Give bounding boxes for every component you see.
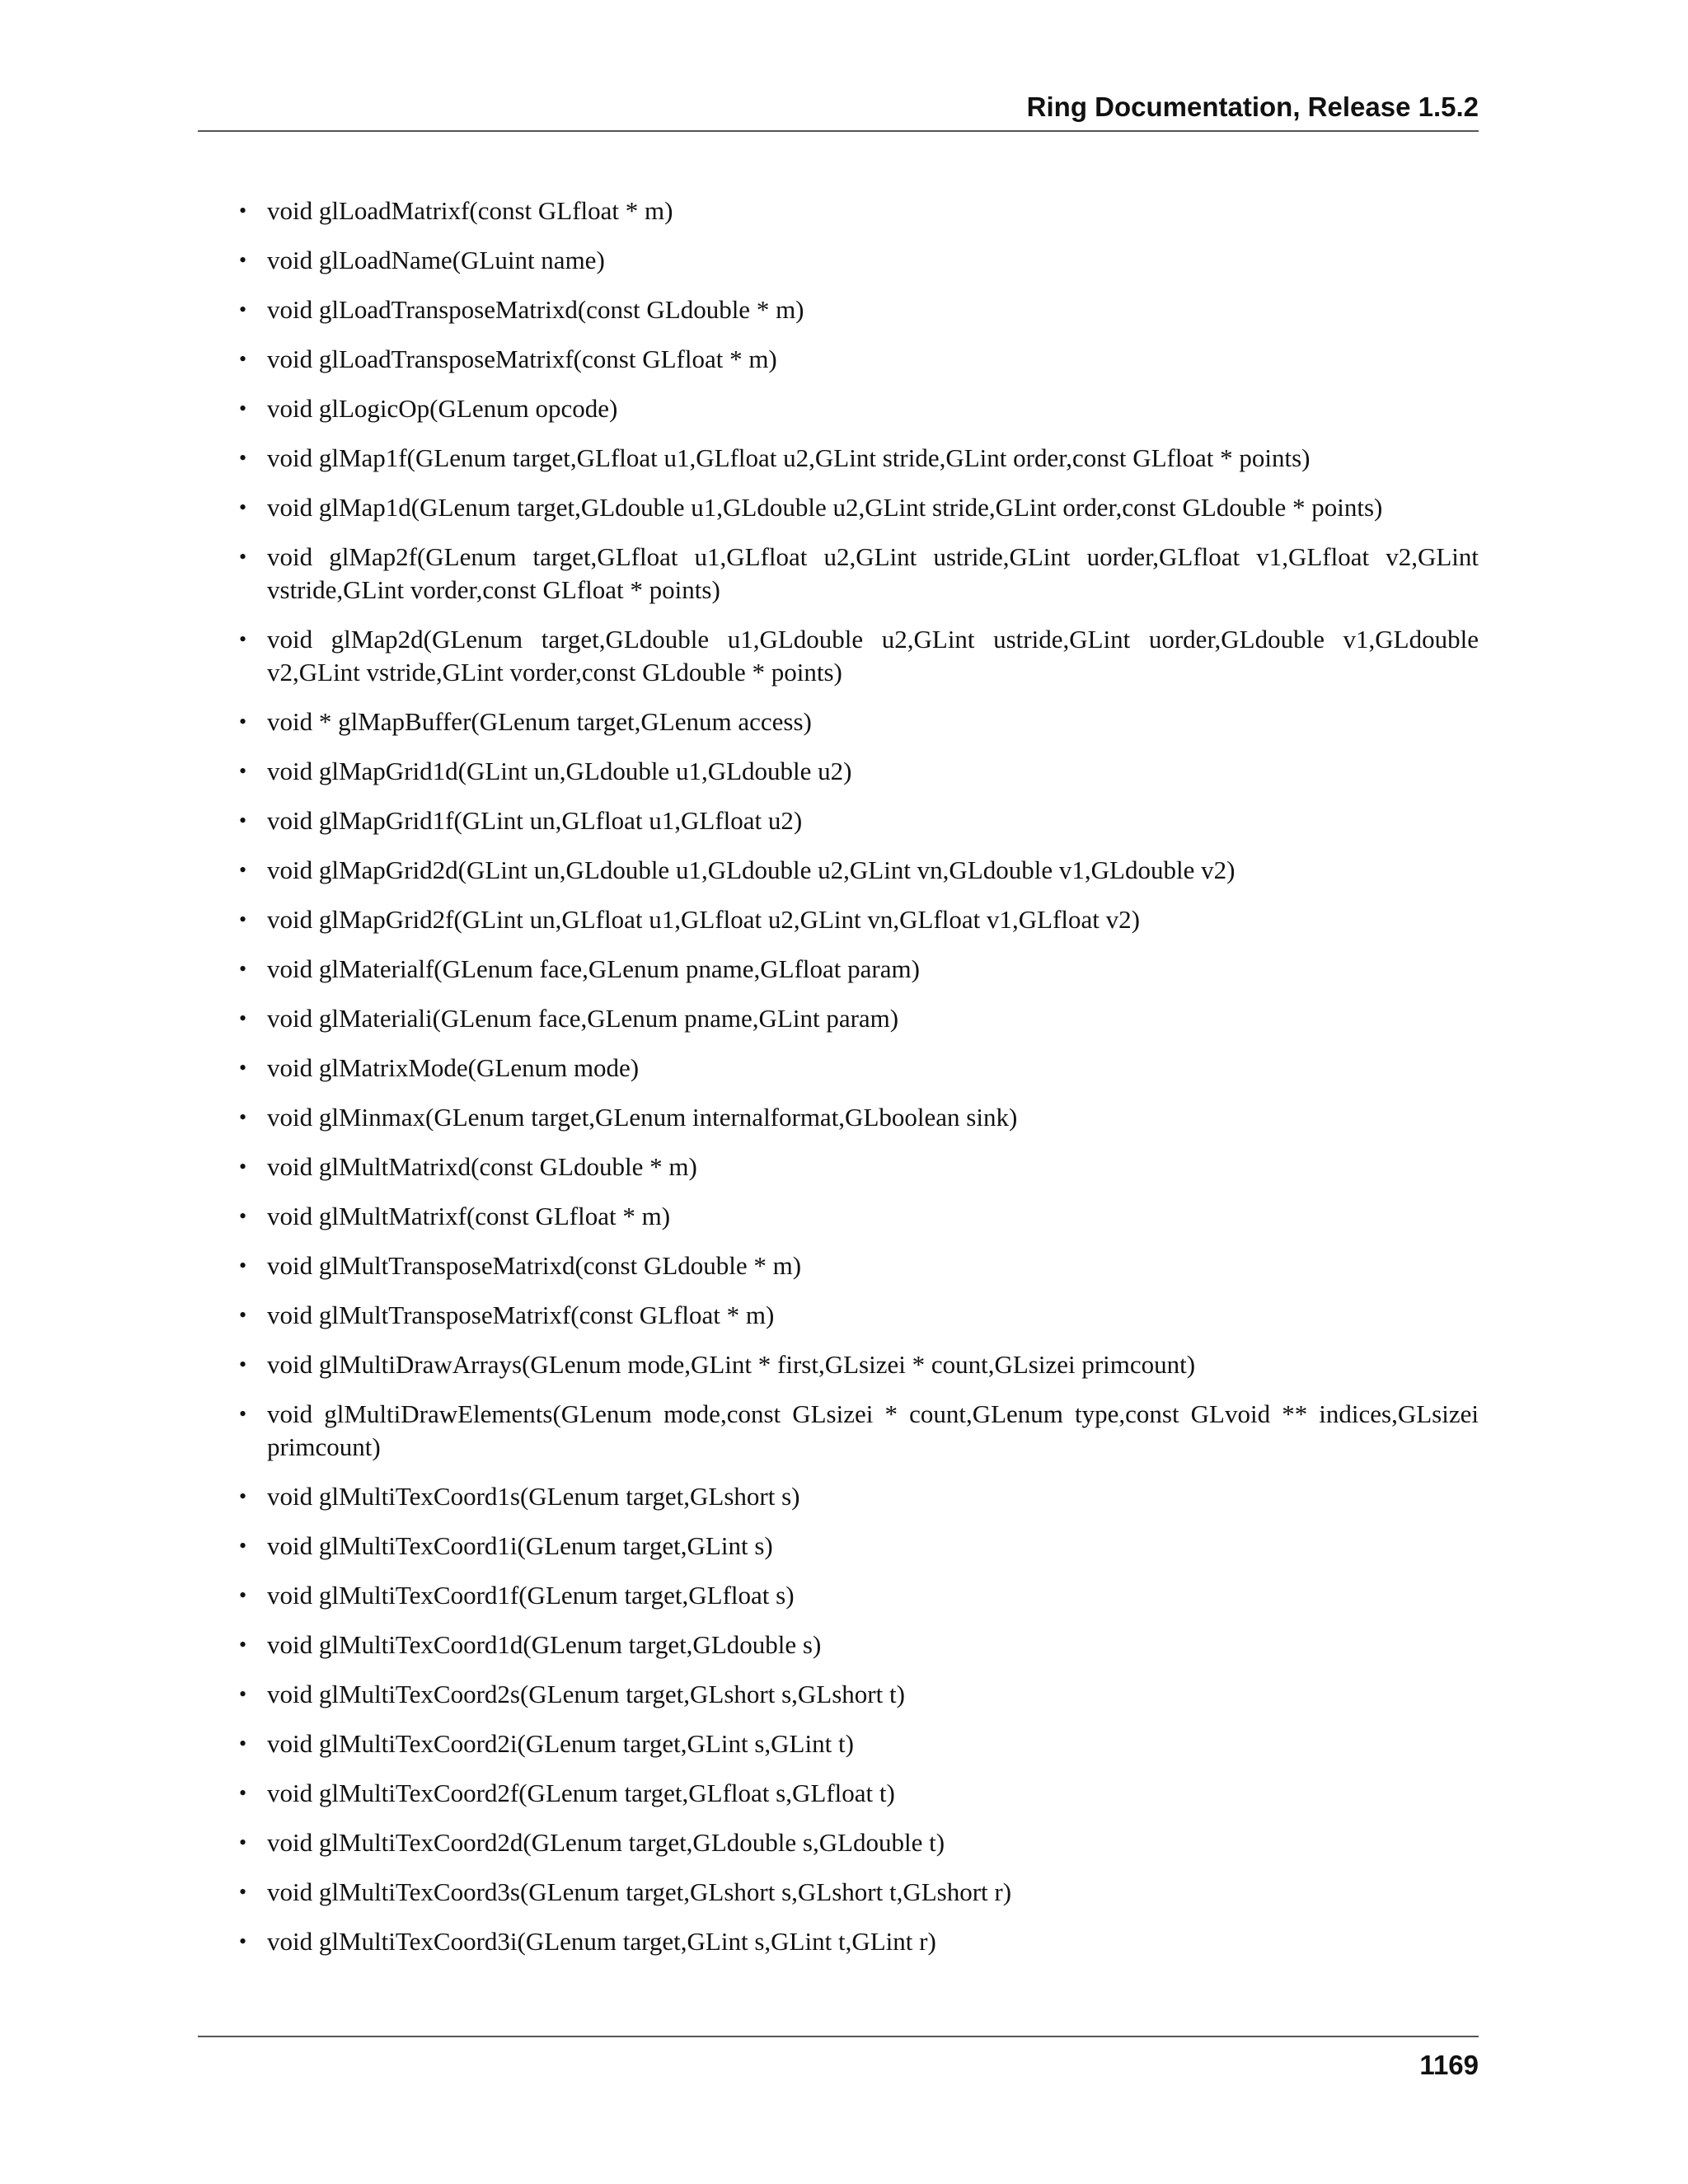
bullet-icon: • <box>239 1583 247 1607</box>
bullet-icon: • <box>239 495 247 519</box>
list-item <box>239 1480 1479 1513</box>
function-signature: void glMateriali(GLenum face,GLenum pname,GLint param) <box>267 1004 899 1033</box>
list-item <box>239 953 1479 986</box>
function-signature: void glMap2d(GLenum target,GLdouble u1,GLdouble u2,GLint ustride,GLint uorder,GLdouble v1,GLdouble v2,GLint vstride,GLint vorder,const GLdouble * points) <box>267 625 1479 687</box>
list-item <box>239 623 1479 689</box>
bullet-icon: • <box>239 759 247 783</box>
function-signature: void glMultMatrixf(const GLfloat * m) <box>267 1202 671 1230</box>
function-signature: void glMapGrid2f(GLint un,GLfloat u1,GLfloat u2,GLint vn,GLfloat v1,GLfloat v2) <box>267 905 1140 934</box>
bullet-icon: • <box>239 1056 247 1080</box>
bullet-icon: • <box>239 1006 247 1030</box>
function-signature: void glLoadMatrixf(const GLfloat * m) <box>267 196 673 225</box>
list-item <box>239 1530 1479 1563</box>
function-signature: void glMapGrid1d(GLint un,GLdouble u1,GLdouble u2) <box>267 757 852 785</box>
function-signature: void glMapGrid2d(GLint un,GLdouble u1,GLdouble u2,GLint vn,GLdouble v1,GLdouble v2) <box>267 855 1236 884</box>
bullet-icon: • <box>239 1682 247 1706</box>
list-item <box>239 1678 1479 1711</box>
function-signature: void glLoadName(GLuint name) <box>267 246 605 274</box>
list-item <box>239 1777 1479 1810</box>
bullet-icon: • <box>239 1633 247 1657</box>
function-signature: void glMultiDrawArrays(GLenum mode,GLint * first,GLsizei * count,GLsizei primcount) <box>267 1350 1196 1379</box>
page-header-title: Ring Documentation, Release 1.5.2 <box>1026 91 1479 122</box>
function-signature: void * glMapBuffer(GLenum target,GLenum access) <box>267 707 812 736</box>
bullet-icon: • <box>239 1534 247 1558</box>
bullet-icon: • <box>239 298 247 321</box>
bullet-icon: • <box>239 957 247 981</box>
list-item <box>239 705 1479 738</box>
list-item <box>239 1299 1479 1332</box>
bullet-icon: • <box>239 858 247 882</box>
bullet-icon: • <box>239 1732 247 1755</box>
bullet-icon: • <box>239 1155 247 1179</box>
page-number: 1169 <box>1419 2050 1479 2080</box>
function-signature: void glMultiTexCoord1i(GLenum target,GLint s) <box>267 1531 773 1560</box>
function-signature: void glMultiTexCoord3i(GLenum target,GLint s,GLint t,GLint r) <box>267 1927 936 1956</box>
main-content <box>239 194 1479 1975</box>
list-item <box>239 1826 1479 1859</box>
list-item <box>239 244 1479 277</box>
function-signature: void glLoadTransposeMatrixd(const GLdouble * m) <box>267 295 804 324</box>
bullet-icon: • <box>239 1402 247 1426</box>
list-item <box>239 392 1479 425</box>
list-item <box>239 1101 1479 1134</box>
function-signature: void glMultiTexCoord2s(GLenum target,GLshort s,GLshort t) <box>267 1680 905 1708</box>
function-signature: void glMap2f(GLenum target,GLfloat u1,GLfloat u2,GLint ustride,GLint uorder,GLfloat v1,GLfloat v2,GLint vstride,GLint vorder,const GLfloat * points) <box>267 542 1479 604</box>
list-item <box>239 1398 1479 1464</box>
bullet-icon: • <box>239 808 247 832</box>
function-signature: void glMultiTexCoord2d(GLenum target,GLdouble s,GLdouble t) <box>267 1828 945 1857</box>
function-signature: void glLoadTransposeMatrixf(const GLfloat * m) <box>267 344 777 373</box>
list-item <box>239 343 1479 376</box>
bullet-icon: • <box>239 1830 247 1854</box>
bullet-icon: • <box>239 1204 247 1228</box>
function-signature: void glMultTransposeMatrixf(const GLfloat * m) <box>267 1301 775 1329</box>
function-signature: void glMaterialf(GLenum face,GLenum pname,GLfloat param) <box>267 954 920 983</box>
list-item <box>239 1002 1479 1035</box>
list-item <box>239 541 1479 607</box>
function-signature: void glMap1d(GLenum target,GLdouble u1,GLdouble u2,GLint stride,GLint order,const GLdouble * points) <box>267 493 1383 522</box>
function-signature: void glMatrixMode(GLenum mode) <box>267 1053 640 1082</box>
bullet-icon: • <box>239 1303 247 1327</box>
bullet-icon: • <box>239 1105 247 1129</box>
function-signature: void glMultiTexCoord1f(GLenum target,GLfloat s) <box>267 1581 795 1610</box>
function-signature: void glMultiDrawElements(GLenum mode,const GLsizei * count,GLenum type,const GLvoid ** indices,GLsizei primcount) <box>267 1399 1479 1461</box>
list-item <box>239 1925 1479 1958</box>
function-signature: void glMultiTexCoord2i(GLenum target,GLint s,GLint t) <box>267 1729 854 1758</box>
bullet-icon: • <box>239 446 247 470</box>
list-item <box>239 1727 1479 1760</box>
bullet-icon: • <box>239 1880 247 1904</box>
list-item <box>239 1151 1479 1183</box>
list-item <box>239 1249 1479 1282</box>
function-signature: void glMapGrid1f(GLint un,GLfloat u1,GLfloat u2) <box>267 806 803 835</box>
function-signature: void glMultiTexCoord1d(GLenum target,GLdouble s) <box>267 1630 822 1659</box>
list-item <box>239 1579 1479 1612</box>
bullet-icon: • <box>239 1254 247 1277</box>
list-item <box>239 442 1479 475</box>
bullet-icon: • <box>239 710 247 733</box>
list-item <box>239 1052 1479 1085</box>
function-signature: void glMap1f(GLenum target,GLfloat u1,GLfloat u2,GLint stride,GLint order,const GLfloat * points) <box>267 443 1311 472</box>
list-item <box>239 293 1479 326</box>
function-signature: void glMultTransposeMatrixd(const GLdouble * m) <box>267 1251 802 1280</box>
bullet-icon: • <box>239 627 247 651</box>
function-signature: void glMinmax(GLenum target,GLenum internalformat,GLboolean sink) <box>267 1103 1018 1132</box>
bullet-icon: • <box>239 907 247 931</box>
bullet-icon: • <box>239 396 247 420</box>
list-item <box>239 804 1479 837</box>
function-signature: void glMultiTexCoord2f(GLenum target,GLfloat s,GLfloat t) <box>267 1779 895 1807</box>
header-divider <box>198 130 1479 132</box>
bullet-icon: • <box>239 1781 247 1805</box>
function-signature: void glMultMatrixd(const GLdouble * m) <box>267 1152 697 1181</box>
bullet-icon: • <box>239 347 247 371</box>
list-item <box>239 194 1479 227</box>
list-item <box>239 854 1479 887</box>
function-signature: void glMultiTexCoord1s(GLenum target,GLshort s) <box>267 1482 800 1511</box>
list-item <box>239 755 1479 788</box>
bullet-icon: • <box>239 1352 247 1376</box>
bullet-icon: • <box>239 248 247 272</box>
list-item <box>239 1348 1479 1381</box>
list-item <box>239 491 1479 524</box>
list-item <box>239 1629 1479 1661</box>
function-signature: void glMultiTexCoord3s(GLenum target,GLshort s,GLshort t,GLshort r) <box>267 1877 1012 1906</box>
function-signature: void glLogicOp(GLenum opcode) <box>267 394 618 423</box>
bullet-icon: • <box>239 199 247 223</box>
bullet-icon: • <box>239 545 247 569</box>
function-list <box>239 194 1479 1958</box>
bullet-icon: • <box>239 1929 247 1953</box>
list-item <box>239 903 1479 936</box>
list-item <box>239 1200 1479 1233</box>
footer-divider <box>198 2036 1479 2037</box>
bullet-icon: • <box>239 1484 247 1508</box>
list-item <box>239 1876 1479 1909</box>
